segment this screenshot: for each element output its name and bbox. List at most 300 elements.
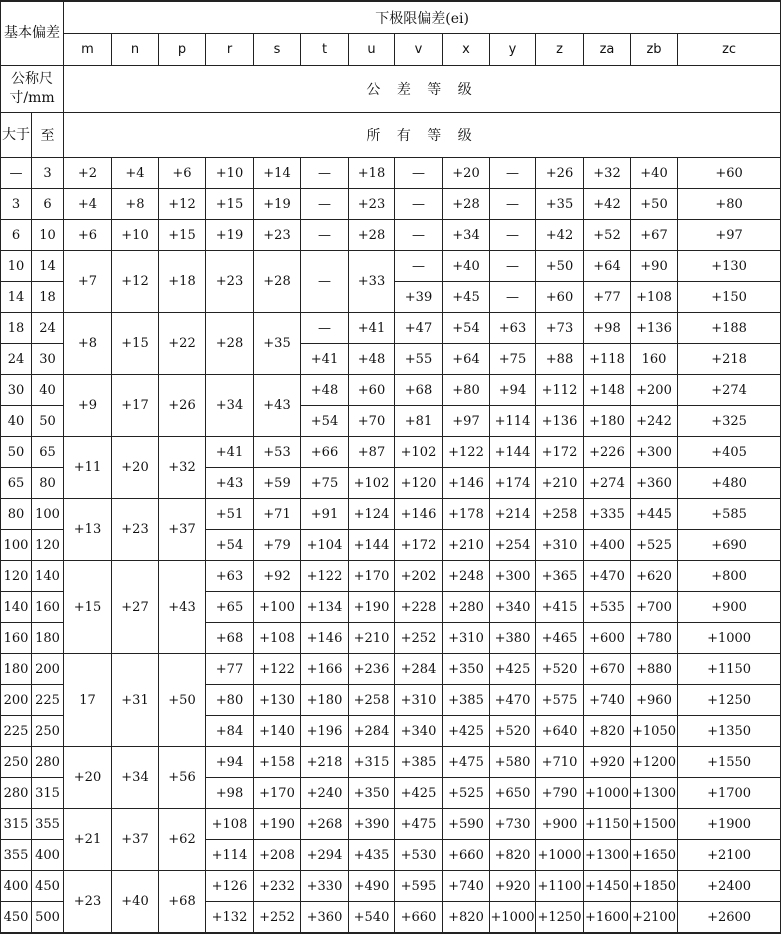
size-to-cell: 250: [32, 716, 64, 747]
deviation-cell-p: +6: [159, 158, 206, 189]
deviation-cell-zc: +690: [678, 530, 781, 561]
deviation-cell-x: +660: [443, 840, 490, 871]
deviation-cell-y: —: [490, 189, 536, 220]
deviation-cell-z: +88: [536, 344, 584, 375]
deviation-cell-t: +122: [301, 561, 349, 592]
deviation-cell-za: +64: [584, 251, 631, 282]
deviation-cell-x: +425: [443, 716, 490, 747]
deviation-cell-t: —: [301, 313, 349, 344]
deviation-cell-s: +59: [254, 468, 301, 499]
deviation-cell-v: +39: [395, 282, 443, 313]
basic-deviation-header: 基本偏差: [1, 1, 64, 66]
deviation-cell-u: +210: [349, 623, 395, 654]
deviation-cell-m: +7: [64, 251, 112, 313]
deviation-cell-za: +470: [584, 561, 631, 592]
deviation-cell-x: +385: [443, 685, 490, 716]
size-to-cell: 280: [32, 747, 64, 778]
deviation-cell-y: —: [490, 282, 536, 313]
deviation-cell-r: +41: [206, 437, 254, 468]
deviation-cell-r: +80: [206, 685, 254, 716]
deviation-cell-x: +590: [443, 809, 490, 840]
deviation-cell-x: +475: [443, 747, 490, 778]
deviation-cell-n: +8: [112, 189, 159, 220]
deviation-cell-za: +77: [584, 282, 631, 313]
deviation-cell-zc: +1150: [678, 654, 781, 685]
deviation-cell-p: +37: [159, 499, 206, 561]
deviation-cell-v: +660: [395, 902, 443, 934]
deviation-cell-x: +97: [443, 406, 490, 437]
size-from-cell: 80: [1, 499, 32, 530]
deviation-cell-v: +425: [395, 778, 443, 809]
letter-header: u: [349, 34, 395, 66]
deviation-cell-za: +535: [584, 592, 631, 623]
deviation-cell-u: +435: [349, 840, 395, 871]
deviation-cell-r: +34: [206, 375, 254, 437]
table-row: [1, 747, 781, 778]
deviation-cell-x: +64: [443, 344, 490, 375]
deviation-cell-u: +190: [349, 592, 395, 623]
deviation-cell-z: +900: [536, 809, 584, 840]
letter-header: z: [536, 34, 584, 66]
deviation-cell-zc: +274: [678, 375, 781, 406]
deviation-cell-r: +126: [206, 871, 254, 902]
deviation-cell-za: +600: [584, 623, 631, 654]
deviation-cell-zc: +1000: [678, 623, 781, 654]
deviation-cell-s: +28: [254, 251, 301, 313]
deviation-cell-zc: +97: [678, 220, 781, 251]
deviation-cell-za: +740: [584, 685, 631, 716]
deviation-cell-m: +8: [64, 313, 112, 375]
letter-header: x: [443, 34, 490, 66]
deviation-cell-n: +17: [112, 375, 159, 437]
deviation-cell-t: +146: [301, 623, 349, 654]
deviation-cell-zb: +2100: [631, 902, 678, 934]
size-to-cell: 18: [32, 282, 64, 313]
size-from-cell: 450: [1, 902, 32, 934]
deviation-cell-u: +28: [349, 220, 395, 251]
deviation-cell-v: +252: [395, 623, 443, 654]
deviation-cell-m: +6: [64, 220, 112, 251]
deviation-cell-v: +47: [395, 313, 443, 344]
deviation-cell-y: —: [490, 220, 536, 251]
deviation-cell-s: +43: [254, 375, 301, 437]
letter-header: t: [301, 34, 349, 66]
deviation-cell-v: —: [395, 189, 443, 220]
deviation-cell-y: +920: [490, 871, 536, 902]
size-to-cell: 65: [32, 437, 64, 468]
deviation-cell-p: +12: [159, 189, 206, 220]
size-to-cell: 500: [32, 902, 64, 934]
deviation-cell-u: +236: [349, 654, 395, 685]
table-row: [1, 871, 781, 902]
deviation-cell-t: —: [301, 251, 349, 313]
deviation-cell-x: +280: [443, 592, 490, 623]
deviation-cell-zc: +218: [678, 344, 781, 375]
deviation-cell-x: +34: [443, 220, 490, 251]
size-from-cell: 6: [1, 220, 32, 251]
deviation-cell-y: +520: [490, 716, 536, 747]
deviation-cell-t: +91: [301, 499, 349, 530]
deviation-cell-y: +114: [490, 406, 536, 437]
deviation-cell-za: +32: [584, 158, 631, 189]
deviation-cell-zb: +620: [631, 561, 678, 592]
deviation-cell-t: +41: [301, 344, 349, 375]
deviation-cell-x: +740: [443, 871, 490, 902]
deviation-cell-zb: +1650: [631, 840, 678, 871]
size-from-cell: 355: [1, 840, 32, 871]
deviation-cell-u: +124: [349, 499, 395, 530]
deviation-cell-za: +98: [584, 313, 631, 344]
above-header: 大于: [1, 113, 32, 158]
deviation-cell-zb: +136: [631, 313, 678, 344]
deviation-cell-zb: +880: [631, 654, 678, 685]
deviation-cell-r: +28: [206, 313, 254, 375]
deviation-cell-zc: +900: [678, 592, 781, 623]
deviation-cell-y: +1000: [490, 902, 536, 934]
deviation-cell-n: +4: [112, 158, 159, 189]
deviation-cell-s: +158: [254, 747, 301, 778]
deviation-cell-n: +20: [112, 437, 159, 499]
upto-header: 至: [32, 113, 64, 158]
deviation-cell-z: +1100: [536, 871, 584, 902]
table-row: [1, 375, 781, 406]
table-row: [1, 809, 781, 840]
deviation-cell-t: +360: [301, 902, 349, 934]
deviation-cell-s: +130: [254, 685, 301, 716]
deviation-cell-r: +94: [206, 747, 254, 778]
size-to-cell: 450: [32, 871, 64, 902]
deviation-cell-za: +180: [584, 406, 631, 437]
deviation-cell-v: —: [395, 158, 443, 189]
deviation-cell-zc: +405: [678, 437, 781, 468]
table-row: [1, 654, 781, 685]
table-row: [1, 313, 781, 344]
table-row: [1, 251, 781, 282]
size-from-cell: —: [1, 158, 32, 189]
deviation-cell-r: +108: [206, 809, 254, 840]
nominal-size-header: 公称尺寸/mm: [1, 66, 64, 113]
lower-limit-deviation-header: 下极限偏差(ei): [64, 1, 781, 34]
deviation-cell-zb: +200: [631, 375, 678, 406]
size-from-cell: 140: [1, 592, 32, 623]
deviation-cell-t: +48: [301, 375, 349, 406]
deviation-cell-y: +63: [490, 313, 536, 344]
deviation-cell-zc: +1550: [678, 747, 781, 778]
deviation-cell-n: +37: [112, 809, 159, 871]
deviation-cell-z: +710: [536, 747, 584, 778]
deviation-cell-za: +274: [584, 468, 631, 499]
deviation-cell-p: +68: [159, 871, 206, 934]
deviation-cell-z: +35: [536, 189, 584, 220]
deviation-cell-za: +1300: [584, 840, 631, 871]
deviation-cell-v: +340: [395, 716, 443, 747]
deviation-cell-z: +73: [536, 313, 584, 344]
deviation-cell-zb: +445: [631, 499, 678, 530]
deviation-cell-x: +820: [443, 902, 490, 934]
table-row: [1, 561, 781, 592]
deviation-cell-zc: +130: [678, 251, 781, 282]
deviation-cell-t: +180: [301, 685, 349, 716]
deviation-cell-zb: +108: [631, 282, 678, 313]
size-from-cell: 315: [1, 809, 32, 840]
deviation-cell-z: +42: [536, 220, 584, 251]
deviation-cell-m: +21: [64, 809, 112, 871]
deviation-cell-u: +284: [349, 716, 395, 747]
deviation-cell-zb: +525: [631, 530, 678, 561]
deviation-cell-p: +26: [159, 375, 206, 437]
deviation-cell-u: +23: [349, 189, 395, 220]
deviation-cell-zc: +585: [678, 499, 781, 530]
deviation-cell-za: +226: [584, 437, 631, 468]
deviation-cell-r: +65: [206, 592, 254, 623]
deviation-cell-t: +240: [301, 778, 349, 809]
deviation-cell-r: +15: [206, 189, 254, 220]
deviation-cell-zb: +960: [631, 685, 678, 716]
deviation-cell-x: +40: [443, 251, 490, 282]
size-to-cell: 315: [32, 778, 64, 809]
deviation-cell-z: +60: [536, 282, 584, 313]
deviation-cell-u: +350: [349, 778, 395, 809]
deviation-cell-n: +31: [112, 654, 159, 747]
deviation-cell-v: +475: [395, 809, 443, 840]
size-from-cell: 65: [1, 468, 32, 499]
deviation-cell-za: +820: [584, 716, 631, 747]
deviation-cell-r: +132: [206, 902, 254, 934]
size-from-cell: 50: [1, 437, 32, 468]
deviation-cell-v: +595: [395, 871, 443, 902]
deviation-cell-x: +350: [443, 654, 490, 685]
deviation-cell-m: +2: [64, 158, 112, 189]
deviation-cell-zc: +325: [678, 406, 781, 437]
deviation-cell-m: +4: [64, 189, 112, 220]
deviation-cell-za: +1450: [584, 871, 631, 902]
deviation-cell-v: +55: [395, 344, 443, 375]
deviation-cell-za: +148: [584, 375, 631, 406]
deviation-cell-za: +1000: [584, 778, 631, 809]
deviation-cell-u: +87: [349, 437, 395, 468]
deviation-cell-v: +120: [395, 468, 443, 499]
deviation-cell-s: +23: [254, 220, 301, 251]
deviation-cell-x: +28: [443, 189, 490, 220]
size-to-cell: 120: [32, 530, 64, 561]
deviation-cell-m: 17: [64, 654, 112, 747]
deviation-cell-v: +530: [395, 840, 443, 871]
deviation-cell-p: +15: [159, 220, 206, 251]
deviation-cell-s: +140: [254, 716, 301, 747]
deviation-cell-r: +51: [206, 499, 254, 530]
deviation-cell-zb: +90: [631, 251, 678, 282]
deviation-cell-z: +172: [536, 437, 584, 468]
deviation-cell-r: +43: [206, 468, 254, 499]
deviation-cell-zc: +2400: [678, 871, 781, 902]
deviation-cell-zb: +1050: [631, 716, 678, 747]
deviation-cell-zb: +1850: [631, 871, 678, 902]
deviation-cell-z: +50: [536, 251, 584, 282]
deviation-cell-zc: +1700: [678, 778, 781, 809]
size-to-cell: 14: [32, 251, 64, 282]
deviation-cell-y: +820: [490, 840, 536, 871]
deviation-cell-t: +268: [301, 809, 349, 840]
deviation-cell-y: —: [490, 251, 536, 282]
table-row: [1, 220, 781, 251]
deviation-cell-x: +45: [443, 282, 490, 313]
deviation-cell-y: +380: [490, 623, 536, 654]
deviation-cell-za: +118: [584, 344, 631, 375]
deviation-cell-s: +35: [254, 313, 301, 375]
deviation-cell-u: +18: [349, 158, 395, 189]
deviation-cell-y: +214: [490, 499, 536, 530]
deviation-cell-y: +300: [490, 561, 536, 592]
deviation-cell-n: +27: [112, 561, 159, 654]
deviation-cell-t: +218: [301, 747, 349, 778]
letter-header: zc: [678, 34, 781, 66]
deviation-cell-p: +18: [159, 251, 206, 313]
deviation-cell-s: +100: [254, 592, 301, 623]
deviation-cell-z: +790: [536, 778, 584, 809]
deviation-cell-z: +520: [536, 654, 584, 685]
deviation-cell-y: +254: [490, 530, 536, 561]
size-from-cell: 3: [1, 189, 32, 220]
deviation-cell-u: +70: [349, 406, 395, 437]
size-to-cell: 180: [32, 623, 64, 654]
deviation-cell-u: +41: [349, 313, 395, 344]
deviation-cell-za: +670: [584, 654, 631, 685]
deviation-cell-zb: +780: [631, 623, 678, 654]
size-from-cell: 24: [1, 344, 32, 375]
deviation-cell-y: +174: [490, 468, 536, 499]
size-from-cell: 120: [1, 561, 32, 592]
deviation-cell-v: +102: [395, 437, 443, 468]
deviation-cell-p: +43: [159, 561, 206, 654]
deviation-cell-z: +112: [536, 375, 584, 406]
deviation-cell-x: +248: [443, 561, 490, 592]
deviation-cell-x: +178: [443, 499, 490, 530]
size-from-cell: 30: [1, 375, 32, 406]
deviation-cell-u: +60: [349, 375, 395, 406]
deviation-cell-t: +54: [301, 406, 349, 437]
deviation-cell-z: +365: [536, 561, 584, 592]
deviation-cell-r: +54: [206, 530, 254, 561]
size-to-cell: 400: [32, 840, 64, 871]
deviation-cell-t: —: [301, 220, 349, 251]
table-row: [1, 158, 781, 189]
deviation-cell-zc: +1250: [678, 685, 781, 716]
size-from-cell: 160: [1, 623, 32, 654]
deviation-cell-v: +310: [395, 685, 443, 716]
deviation-cell-t: +294: [301, 840, 349, 871]
deviation-cell-za: +400: [584, 530, 631, 561]
size-to-cell: 40: [32, 375, 64, 406]
deviation-cell-p: +22: [159, 313, 206, 375]
deviation-cell-y: +580: [490, 747, 536, 778]
size-to-cell: 355: [32, 809, 64, 840]
letter-header: r: [206, 34, 254, 66]
deviation-cell-x: +146: [443, 468, 490, 499]
size-from-cell: 10: [1, 251, 32, 282]
deviation-cell-t: —: [301, 189, 349, 220]
size-to-cell: 100: [32, 499, 64, 530]
deviation-cell-p: +50: [159, 654, 206, 747]
all-grades-header: 所 有 等 级: [64, 113, 781, 158]
deviation-cell-zb: +300: [631, 437, 678, 468]
deviation-cell-r: +77: [206, 654, 254, 685]
deviation-cell-p: +62: [159, 809, 206, 871]
deviation-cell-p: +56: [159, 747, 206, 809]
deviation-cell-zb: +700: [631, 592, 678, 623]
deviation-cell-y: +144: [490, 437, 536, 468]
table-row: [1, 437, 781, 468]
size-from-cell: 280: [1, 778, 32, 809]
deviation-cell-p: +32: [159, 437, 206, 499]
deviation-cell-v: +81: [395, 406, 443, 437]
deviation-cell-s: +79: [254, 530, 301, 561]
deviation-cell-y: —: [490, 158, 536, 189]
deviation-cell-s: +232: [254, 871, 301, 902]
deviation-cell-z: +1000: [536, 840, 584, 871]
deviation-cell-z: +575: [536, 685, 584, 716]
size-to-cell: 160: [32, 592, 64, 623]
letter-header: zb: [631, 34, 678, 66]
deviation-cell-zb: +67: [631, 220, 678, 251]
deviation-cell-zb: +1300: [631, 778, 678, 809]
deviation-cell-z: +26: [536, 158, 584, 189]
deviation-cell-u: +144: [349, 530, 395, 561]
deviation-cell-n: +23: [112, 499, 159, 561]
deviation-cell-s: +92: [254, 561, 301, 592]
deviation-cell-zc: +1350: [678, 716, 781, 747]
deviation-cell-zc: +188: [678, 313, 781, 344]
deviation-cell-s: +53: [254, 437, 301, 468]
deviation-cell-v: —: [395, 251, 443, 282]
deviation-cell-y: +425: [490, 654, 536, 685]
deviation-cell-zb: +1500: [631, 809, 678, 840]
deviation-cell-r: +68: [206, 623, 254, 654]
deviation-cell-s: +252: [254, 902, 301, 934]
deviation-cell-v: +228: [395, 592, 443, 623]
deviation-cell-r: +63: [206, 561, 254, 592]
size-to-cell: 24: [32, 313, 64, 344]
size-from-cell: 40: [1, 406, 32, 437]
letter-header: y: [490, 34, 536, 66]
deviation-cell-zb: +242: [631, 406, 678, 437]
size-from-cell: 200: [1, 685, 32, 716]
deviation-cell-zb: +1200: [631, 747, 678, 778]
size-to-cell: 200: [32, 654, 64, 685]
deviation-cell-x: +20: [443, 158, 490, 189]
deviation-cell-y: +470: [490, 685, 536, 716]
deviation-cell-n: +40: [112, 871, 159, 934]
deviation-cell-x: +122: [443, 437, 490, 468]
deviation-cell-zc: +2100: [678, 840, 781, 871]
deviation-cell-m: +11: [64, 437, 112, 499]
deviation-cell-t: +66: [301, 437, 349, 468]
deviation-cell-r: +114: [206, 840, 254, 871]
deviation-cell-zc: +60: [678, 158, 781, 189]
deviation-cell-r: +23: [206, 251, 254, 313]
deviation-cell-t: +104: [301, 530, 349, 561]
deviation-cell-zb: +40: [631, 158, 678, 189]
deviation-cell-v: +172: [395, 530, 443, 561]
deviation-cell-s: +108: [254, 623, 301, 654]
deviation-cell-za: +1600: [584, 902, 631, 934]
deviation-cell-z: +136: [536, 406, 584, 437]
deviation-cell-z: +258: [536, 499, 584, 530]
deviation-cell-s: +14: [254, 158, 301, 189]
letter-header: s: [254, 34, 301, 66]
deviation-cell-n: +10: [112, 220, 159, 251]
deviation-cell-za: +1150: [584, 809, 631, 840]
deviation-cell-z: +210: [536, 468, 584, 499]
